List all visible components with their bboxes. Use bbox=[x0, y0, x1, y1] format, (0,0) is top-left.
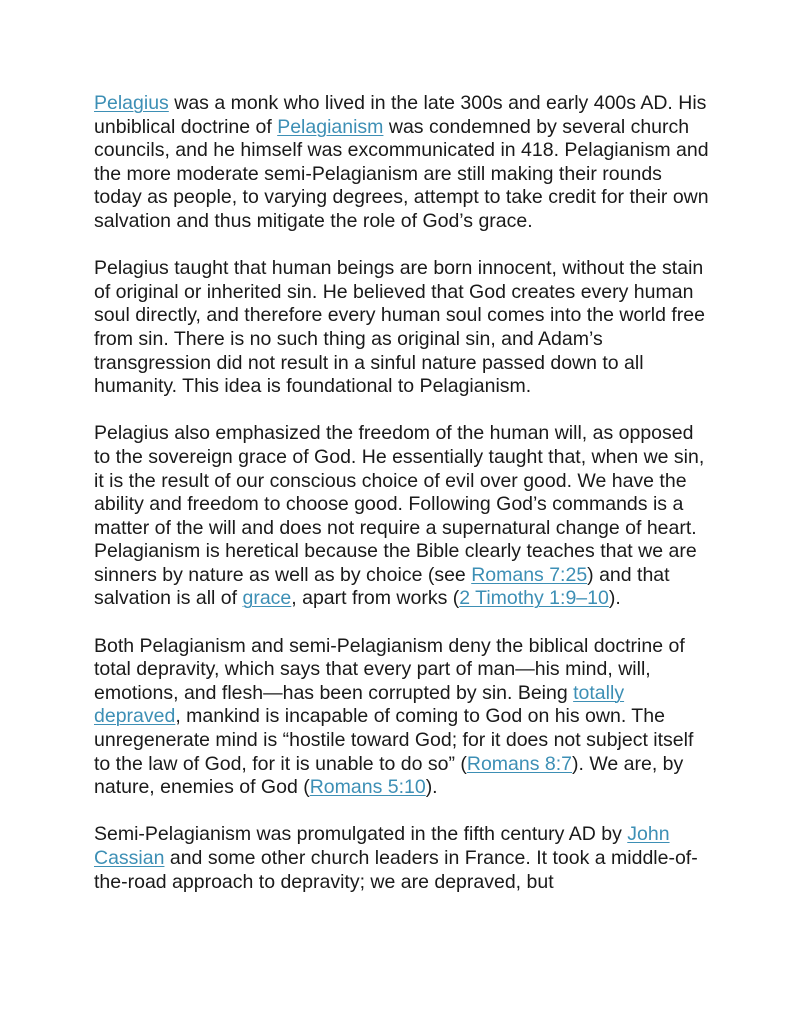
paragraph-text: Semi-Pelagianism was promulgated in the fifth century AD by bbox=[94, 823, 628, 846]
paragraph-text: was a monk who lived in the late 300s and early 400s AD. His unbiblical doctrine of bbox=[94, 92, 707, 138]
link-2-timothy-1-9-10[interactable]: 2 Timothy 1:9–10 bbox=[459, 587, 609, 610]
paragraph-text: , apart from works ( bbox=[291, 587, 460, 610]
paragraph-text: Pelagius taught that human beings are born innocent, without the stain of original or inherited sin. He believed that God creates every human soul directly, and therefore every human soul comes into the world free from sin. There is no such thing as original sin, and Adam’s transgression did not result in a sinful nature passed down to all humanity. This idea is foundational to Pelagianism. bbox=[94, 257, 705, 398]
link-pelagianism[interactable]: Pelagianism bbox=[277, 115, 384, 138]
paragraph-text: Pelagius also emphasized the freedom of the human will, as opposed to the sovereign grace of God. He essentially taught that, when we sin, it is the result of our conscious choice of evil over good. We have the ability and freedom to choose good. Following God’s commands is a matter of the will and does not require a supernatural change of heart. Pelagianism is heretical because the Bible clearly teaches that we are sinners by nature as well as by choice (see bbox=[94, 422, 705, 586]
paragraph-text: ). We are, by nature, enemies of God ( bbox=[94, 752, 684, 799]
paragraph-free-will bbox=[94, 422, 714, 611]
paragraph-total-depravity bbox=[94, 635, 714, 800]
paragraph-text: ). bbox=[608, 587, 621, 610]
paragraph-original-sin bbox=[94, 257, 714, 399]
paragraph-text: and some other church leaders in France. It took a middle-of-the-road approach to depravity; we are depraved, but bbox=[94, 847, 698, 893]
paragraph-text: was condemned by several church councils, and he himself was excommunicated in 418. Pelagianism and the more moderate semi-Pelagianism are still making their rounds today as people, to varying degrees, attempt to take credit for their own salvation and thus mitigate the role of God’s grace. bbox=[94, 115, 709, 232]
link-totally-depraved[interactable]: totally depraved bbox=[94, 681, 625, 728]
link-pelagius[interactable]: Pelagius bbox=[94, 92, 169, 114]
paragraph-intro bbox=[94, 92, 714, 234]
paragraph-text: , mankind is incapable of coming to God on his own. The unregenerate mind is “hostile toward God; for it does not subject itself to the law of God, for it is unable to do so” ( bbox=[94, 705, 694, 775]
link-grace[interactable]: grace bbox=[242, 587, 292, 610]
link-john-cassian[interactable]: John Cassian bbox=[94, 823, 670, 869]
paragraph-semi-pelagianism bbox=[94, 823, 714, 894]
paragraph-text: ). bbox=[425, 776, 438, 799]
link-romans-8-7[interactable]: Romans 8:7 bbox=[466, 752, 573, 775]
link-romans-5-10[interactable]: Romans 5:10 bbox=[309, 776, 426, 799]
link-romans-7-25[interactable]: Romans 7:25 bbox=[471, 563, 588, 586]
article-body bbox=[94, 92, 714, 918]
paragraph-text: ) and that salvation is all of bbox=[94, 563, 670, 610]
paragraph-text: Both Pelagianism and semi-Pelagianism deny the biblical doctrine of total depravity, which says that every part of man—his mind, will, emotions, and flesh—has been corrupted by sin. Being bbox=[94, 634, 685, 704]
